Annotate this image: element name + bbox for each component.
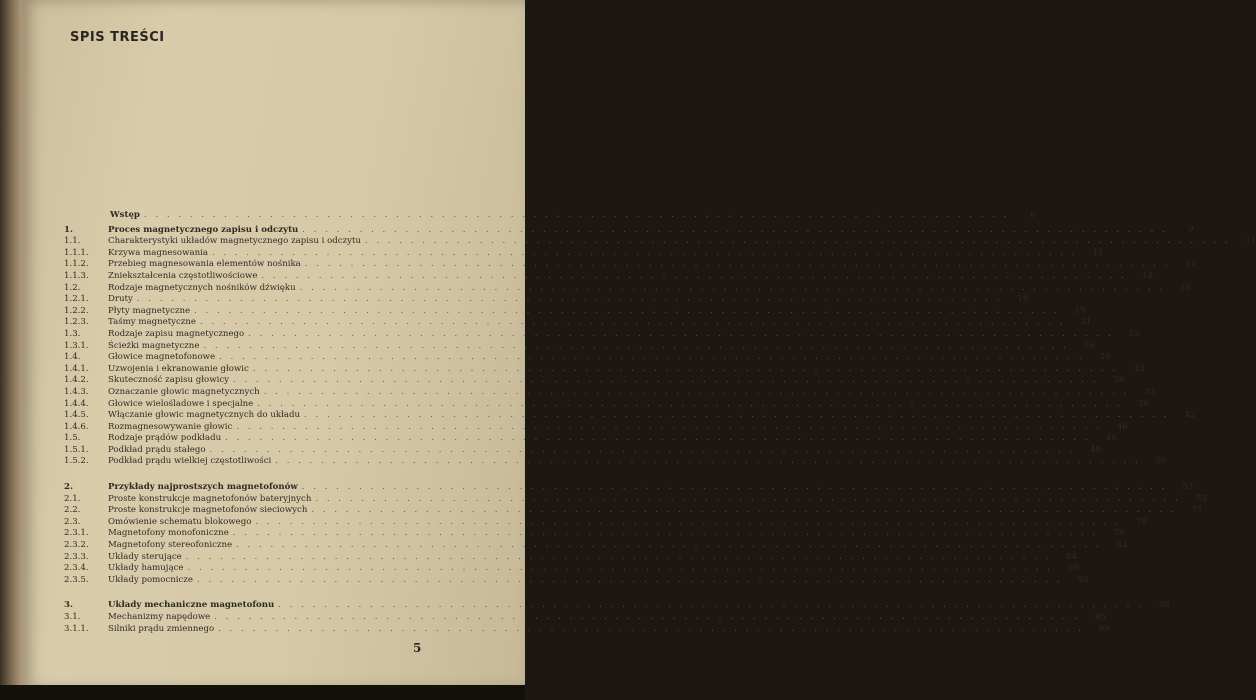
toc-entry [64,259,1197,271]
toc-entry-number: 3.1.1. [64,623,89,634]
toc-entry-page: 50 [1155,456,1167,467]
toc-entry [64,352,1111,364]
toc-entry-page: 48 [1090,444,1101,455]
toc-entry [64,210,1036,222]
toc-leader-dots [236,540,1102,552]
toc-entry-number: 2.3.4. [64,563,89,574]
toc-entry-page: 71 [1191,505,1203,516]
toc-entry [64,433,1117,445]
toc-leader-dots [248,329,1114,341]
toc-entry [64,612,1106,624]
toc-leader-dots [200,317,1066,329]
toc-entry-number: 1.5.2. [64,456,89,467]
toc-leader-dots [253,364,1119,376]
toc-leader-dots [255,517,1121,529]
toc-entry-title: Krzywa magnesowania [108,247,208,258]
toc-entry [64,247,1104,260]
toc-entry-number: 1.2.2. [64,305,89,316]
toc-entry [64,398,1149,411]
toc-entry-page: 36 [1113,375,1125,386]
toc-entry-page: 89 [1068,563,1079,574]
toc-leader-dots [210,445,1076,457]
toc-entry [64,386,1156,399]
toc-entry-page: 11 [1245,236,1256,247]
toc-entry-number: 2.1. [64,493,81,504]
toc-entry [64,482,1194,494]
toc-entry-title: Taśmy magnetyczne [108,317,196,328]
toc-entry-title: Oznaczanie głowic magnetycznych [108,386,260,397]
toc-entry-page: 33 [1133,363,1145,374]
toc-entry-number: 1.1. [64,236,81,247]
toc-entry-number: 1.2. [64,282,81,293]
toc-entry-page: 82 [1116,540,1128,551]
toc-entry-page: 99 [1098,623,1110,634]
toc-entry-page: 19 [1017,294,1029,305]
toc-entry [64,505,1203,517]
toc-entry-page: 78 [1113,528,1125,539]
toc-entry [64,410,1196,422]
toc-leader-dots [203,341,1069,353]
toc-entry-title: Druty [108,294,133,305]
toc-entry-page: 11 [1092,247,1104,258]
toc-entry-title: Rozmagnesowywanie głowic [108,421,233,432]
toc-entry [64,282,1192,295]
toc-entry-title: Rodzaje prądów podkładu [108,433,222,444]
toc-entry-page: 25 [1128,328,1140,339]
toc-entry [64,236,1256,248]
toc-entry-page: 18 [1180,282,1192,293]
toc-leader-dots [257,399,1123,411]
toc-entry [64,305,1086,318]
toc-entry-number: 2.3.5. [64,574,89,585]
toc-entry-title: Rodzaje magnetycznych nośników dźwięku [108,282,296,293]
toc-entry-page: 78 [1135,516,1147,527]
toc-entry [64,363,1145,376]
toc-entry [64,540,1128,552]
toc-entry-page: 95 [1094,612,1106,622]
toc-entry [64,421,1128,434]
toc-entry-title: Podkład prądu wielkiej częstotliwości [108,456,272,467]
toc-entry-title: Przebieg magnesowania elementów nośnika [108,259,301,270]
toc-entry [64,528,1125,540]
toc-entry-page: 46 [1105,433,1117,444]
toc-leader-dots [302,225,1168,237]
toc-entry-title: Podkład prądu stałego [108,444,206,455]
toc-entry-number: 2.3.2. [64,540,89,551]
toc-entry-number: 1.2.1. [64,294,89,305]
toc-entry [64,444,1101,457]
toc-entry-title: Magnetofony monofoniczne [108,528,229,539]
toc-leader-dots [261,271,1127,283]
toc-leader-dots [186,552,1052,564]
toc-entry-number: 2.3.1. [64,528,89,539]
toc-entry-number: 1.4.2. [64,375,89,386]
toc-entry-number: 1.1.3. [64,270,89,281]
toc-entry-number: 1.5. [64,433,81,444]
toc-entry-title: Charakterystyki układów magnetycznego zapisu i odczytu [108,236,361,247]
toc-entry-title: Uzwojenia i ekranowanie głowic [108,363,249,374]
toc-entry-page: 21 [1080,317,1092,328]
toc-leader-dots [264,387,1130,399]
toc-entry-page: 8 [1029,210,1036,220]
toc-leader-dots [218,624,1084,636]
toc-entry-number: 2.2. [64,505,81,516]
toc-entry-title: Układy pomocnicze [108,574,193,585]
toc-entry-title: Skuteczność zapisu głowicy [108,375,229,386]
toc-entry-number: 1.5.1. [64,444,89,455]
toc-leader-dots [233,528,1099,540]
toc-entry [64,270,1153,283]
toc-entry-title: Przykłady najprostszych magnetofonów [108,482,298,493]
toc-entry [64,574,1089,587]
toc-entry-page: 55 [1195,493,1207,504]
toc-entry-title: Układy hamujące [108,563,184,574]
toc-entry-number: 3.1. [64,612,81,622]
toc-entry [64,600,1170,612]
toc-entry-page: 38 [1137,398,1149,409]
toc-entry [64,563,1079,575]
toc-entry-page: 53 [1182,482,1194,493]
toc-entry-page: 42 [1184,410,1196,421]
toc-entry-title: Proste konstrukcje magnetofonów sieciowych [108,505,308,516]
toc-entry-title: Ścieżki magnetyczne [108,340,200,351]
toc-entry-number: 1.4.4. [64,398,89,409]
toc-entry-page: 29 [1099,352,1111,363]
toc-entry-number: 1.1.2. [64,259,89,270]
toc-entry-page: 9 [1188,224,1194,235]
toc-entry-number: 1.3. [64,328,81,339]
toc-entry-number: 2.3.3. [64,551,89,562]
toc-entry-number: 3. [64,600,73,611]
toc-leader-dots [304,410,1170,422]
toc-entry-title: Układy sterujące [108,551,182,562]
toc-leader-dots [219,352,1085,364]
toc-entry-page: 26 [1083,340,1095,351]
toc-entry-page: 46 [1116,421,1128,432]
toc-entry-title: Płyty magnetyczne [108,305,191,316]
toc-entry-title: Proste konstrukcje magnetofonów bateryjnych [108,493,312,504]
toc-entry [64,623,1110,636]
table-of-contents [64,210,1256,635]
toc-entry-number: 1.4.1. [64,363,89,374]
page-bottom-shadow [0,685,525,700]
toc-entry-page: 92 [1077,574,1089,585]
page-number: 5 [413,641,422,655]
toc-leader-dots [302,482,1168,494]
toc-leader-dots [300,283,1166,295]
toc-entry-number: 1.1.1. [64,247,89,258]
toc-entry-page: 84 [1066,551,1078,562]
toc-entry-number: 1. [64,224,73,235]
toc-entry [64,317,1092,329]
toc-leader-dots [225,433,1091,445]
toc-leader-dots [197,575,1063,587]
toc-leader-dots [315,494,1181,506]
toc-entry-title: Głowice magnetofonowe [108,352,216,363]
toc-leader-dots [311,505,1177,517]
toc-entry-title: Proces magnetycznego zapisu i odczytu [108,224,299,235]
toc-entry [64,328,1140,341]
toc-entry-number: 1.4.3. [64,386,89,397]
toc-entry [64,224,1194,237]
toc-entry-number: 1.4. [64,352,81,363]
toc-leader-dots [233,375,1099,387]
toc-leader-dots [236,422,1102,434]
toc-entry-title: Włączanie głowic magnetycznych do układu [108,410,301,421]
toc-entry [64,294,1029,306]
toc-entry-page: 95 [1158,600,1170,611]
toc-entry-title: Układy mechaniczne magnetofonu [108,600,275,611]
toc-entry-number: 1.3.1. [64,340,89,351]
toc-entry-title: Mechanizmy napędowe [108,612,211,622]
toc-leader-dots [194,306,1060,318]
toc-entry [64,340,1095,353]
toc-entry [64,516,1147,529]
book-spine [0,0,24,700]
toc-entry-page: 33 [1144,386,1156,397]
toc-leader-dots [365,236,1231,248]
toc-entry-number: 1.4.6. [64,421,89,432]
toc-leader-dots [278,600,1144,612]
toc-entry-page: 19 [1074,305,1086,316]
toc-leader-dots [144,210,1010,222]
toc-entry-title: Omówienie schematu blokowego [108,516,252,527]
toc-entry [64,493,1207,506]
toc-leader-dots [212,248,1078,260]
toc-entry-page: 14 [1141,270,1153,281]
toc-entry-title: Magnetofony stereofoniczne [108,540,233,551]
toc-leader-dots [187,563,1053,575]
toc-entry [64,375,1125,387]
toc-entry-number: 2. [64,482,73,493]
toc-entry [64,456,1167,468]
toc-entry-title: Wstęp [110,210,140,220]
toc-entry-page: 12 [1185,259,1197,270]
toc-entry-title: Zniekształcenia częstotliwościowe [108,270,258,281]
toc-entry-number: 1.4.5. [64,410,89,421]
toc-leader-dots [137,294,1003,306]
toc-leader-dots [275,456,1141,468]
toc-entry-number: 2.3. [64,516,81,527]
toc-leader-dots [305,259,1171,271]
toc-entry-number: 1.2.3. [64,317,89,328]
toc-entry-title: Głowice wielośladowe i specjalne [108,398,254,409]
toc-entry [64,551,1078,564]
toc-leader-dots [214,612,1080,624]
page-title: SPIS TREŚCI [70,30,165,45]
toc-entry-title: Rodzaje zapisu magnetycznego [108,328,245,339]
toc-entry-title: Silniki prądu zmiennego [108,623,215,634]
